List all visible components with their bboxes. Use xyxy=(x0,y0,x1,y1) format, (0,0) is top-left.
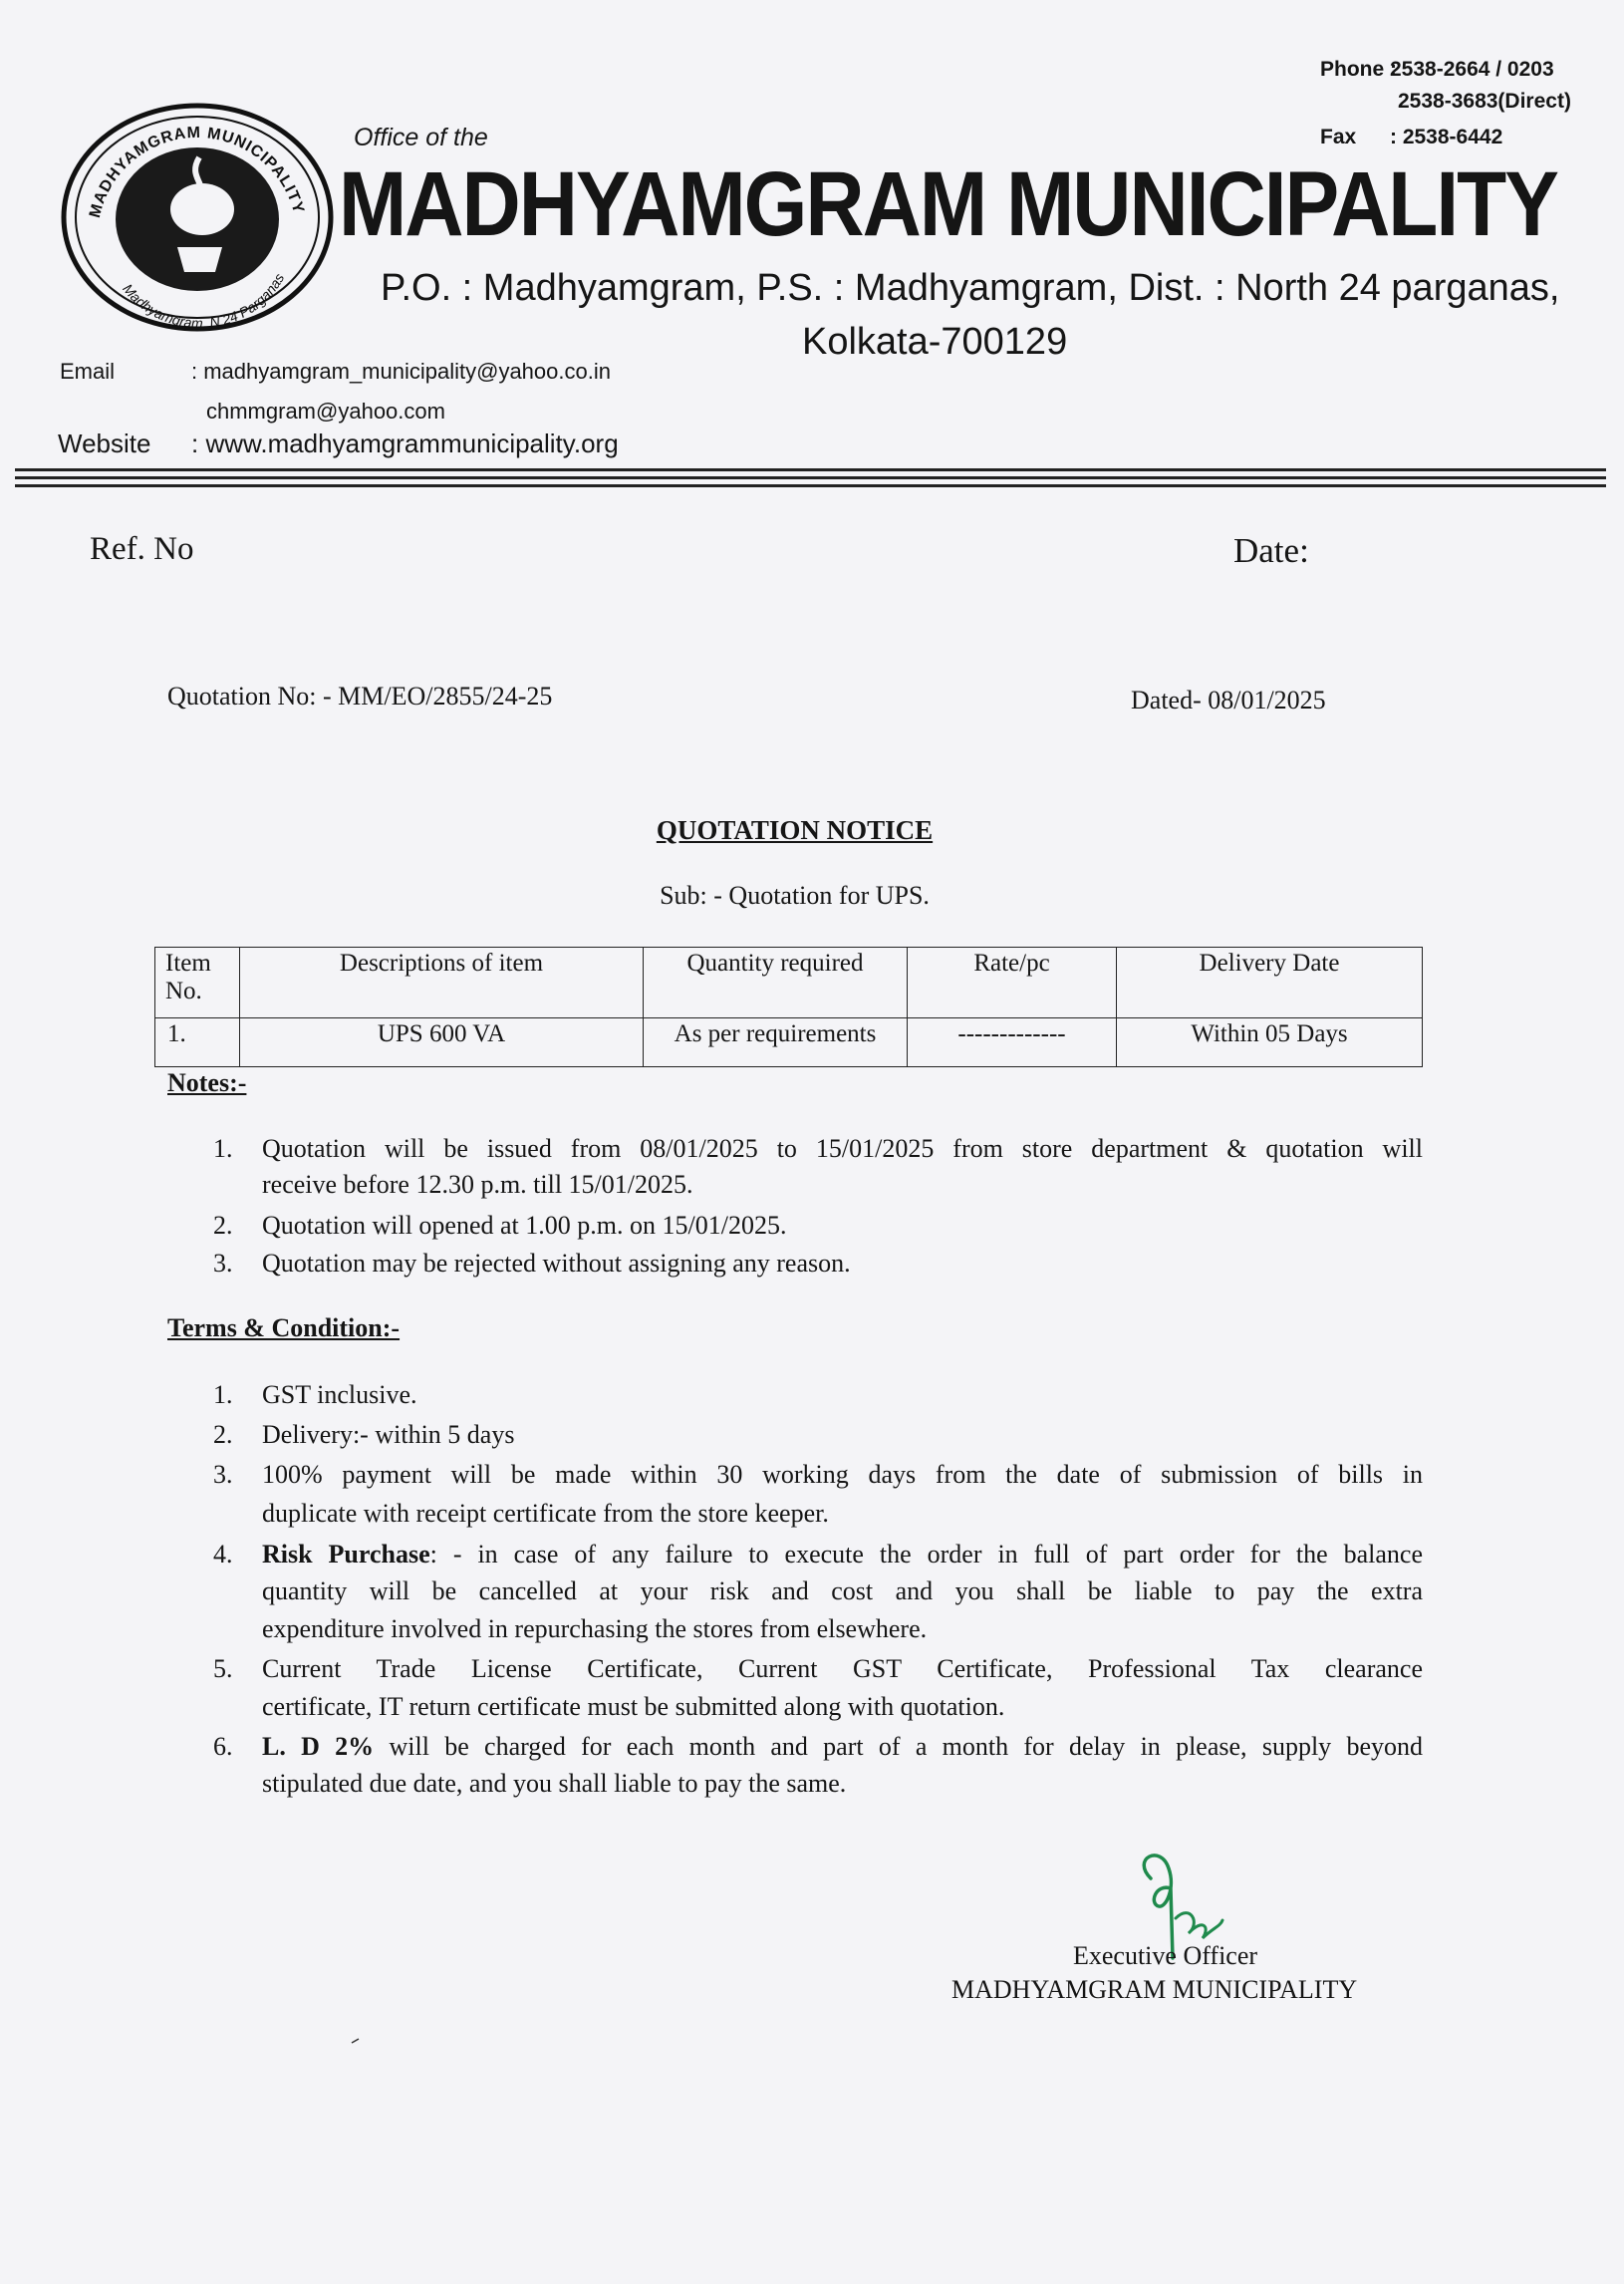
notice-subject: Sub: - Quotation for UPS. xyxy=(660,881,930,910)
list-item-number: 2. xyxy=(213,1211,233,1240)
header-divider-top xyxy=(15,468,1606,471)
terms-title: Terms & Condition:- xyxy=(167,1313,401,1342)
table-cell: UPS 600 VA xyxy=(240,1018,644,1067)
notice-title: QUOTATION NOTICE xyxy=(656,815,934,845)
list-item-text-rest: will be charged for each month and part of a month for delay in please, supply beyond xyxy=(374,1732,1423,1761)
email-label: Email xyxy=(60,359,116,384)
table-row xyxy=(155,1018,1423,1067)
items-table xyxy=(154,947,1423,1067)
table-cell: 1. xyxy=(155,1018,240,1067)
date-label: Date: xyxy=(1233,531,1309,570)
address-line-1: P.O. : Madhyamgram, P.S. : Madhyamgram, Dist. : North 24 parganas, xyxy=(381,267,1560,309)
signatory-organization: MADHYAMGRAM MUNICIPALITY xyxy=(951,1975,1358,2004)
table-header-row xyxy=(155,948,1423,1018)
ld-label: L. D 2% xyxy=(262,1732,375,1761)
list-item-number: 1. xyxy=(213,1380,233,1409)
list-item-text-rest: : - in case of any failure to execute the order in full of part order for the balance xyxy=(429,1540,1423,1569)
notes-title: Notes:- xyxy=(167,1068,247,1097)
list-item-text xyxy=(262,1729,1423,1765)
list-item-number: 2. xyxy=(213,1420,233,1449)
seal-text-bottom: Madhyamgram, N 24 Parganas xyxy=(120,270,288,332)
list-item-text: receive before 12.30 p.m. till 15/01/2025. xyxy=(262,1170,693,1199)
header-divider-middle xyxy=(15,476,1606,479)
address-line-2: Kolkata-700129 xyxy=(802,321,1068,363)
list-item-number: 3. xyxy=(213,1460,233,1489)
signatory-title: Executive Officer xyxy=(1073,1941,1258,1970)
list-item-number: 4. xyxy=(213,1540,233,1569)
list-item-text: certificate, IT return certificate must be submitted along with quotation. xyxy=(262,1692,1005,1721)
table-header: Descriptions of item xyxy=(240,948,644,1018)
table-cell: Within 05 Days xyxy=(1117,1018,1423,1067)
table-header: Rate/pc xyxy=(908,948,1117,1018)
fax-label: Fax xyxy=(1320,126,1357,148)
table-cell: ------------- xyxy=(908,1018,1117,1067)
office-of-label: Office of the xyxy=(354,124,488,151)
municipality-name: MADHYAMGRAM MUNICIPALITY xyxy=(339,153,1557,256)
fax-number: : 2538-6442 xyxy=(1390,126,1503,148)
table-header: Delivery Date xyxy=(1117,948,1423,1018)
list-item-number: 6. xyxy=(213,1732,233,1761)
email-address-1: : madhyamgram_municipality@yahoo.co.in xyxy=(191,359,611,384)
list-item-text: quantity will be cancelled at your risk and cost and you shall be liable to pay the extra xyxy=(262,1576,1423,1605)
list-item-text: 100% payment will be made within 30 working days from the date of submission of bills in xyxy=(262,1460,1423,1489)
table-header: Item No. xyxy=(155,948,240,1018)
list-item-text xyxy=(262,1537,1423,1572)
website-label: Website xyxy=(58,428,151,458)
phone-number-2: 2538-3683(Direct) xyxy=(1398,90,1571,113)
ref-no-label: Ref. No xyxy=(90,531,194,567)
list-item-text: stipulated due date, and you shall liable to pay the same. xyxy=(262,1769,847,1798)
list-item-number: 5. xyxy=(213,1654,233,1683)
list-item-text: Delivery:- within 5 days xyxy=(262,1420,515,1449)
list-item-text: Quotation will be issued from 08/01/2025 to 15/01/2025 from store department & quotation will xyxy=(262,1134,1423,1163)
stray-pen-mark xyxy=(351,2038,361,2044)
quotation-number: Quotation No: - MM/EO/2855/24-25 xyxy=(167,682,553,711)
phone-label: Phone : xyxy=(1320,58,1397,81)
list-item-text: Quotation will opened at 1.00 p.m. on 15/01/2025. xyxy=(262,1211,787,1240)
table-cell: As per requirements xyxy=(644,1018,908,1067)
list-item-text: Quotation may be rejected without assigning any reason. xyxy=(262,1249,851,1278)
quotation-date: Dated- 08/01/2025 xyxy=(1131,686,1326,714)
header-divider-bottom xyxy=(15,484,1606,487)
seal-text-top: MADHYAMGRAM MUNICIPALITY xyxy=(86,124,308,220)
list-item-number: 3. xyxy=(213,1249,233,1278)
list-item-text: Current Trade License Certificate, Current GST Certificate, Professional Tax clearance xyxy=(262,1654,1423,1683)
list-item-number: 1. xyxy=(213,1134,233,1163)
website-url: : www.madhyamgrammunicipality.org xyxy=(191,428,619,458)
phone-number-1: 2538-2664 / 0203 xyxy=(1390,58,1554,81)
list-item-text: expenditure involved in repurchasing the stores from elsewhere. xyxy=(262,1614,928,1643)
list-item-text: GST inclusive. xyxy=(262,1380,417,1409)
risk-purchase-label: Risk Purchase xyxy=(262,1540,430,1569)
email-address-2: chmmgram@yahoo.com xyxy=(206,399,445,424)
list-item-text: duplicate with receipt certificate from the store keeper. xyxy=(262,1499,829,1528)
municipality-seal-logo xyxy=(58,98,337,337)
table-header: Quantity required xyxy=(644,948,908,1018)
